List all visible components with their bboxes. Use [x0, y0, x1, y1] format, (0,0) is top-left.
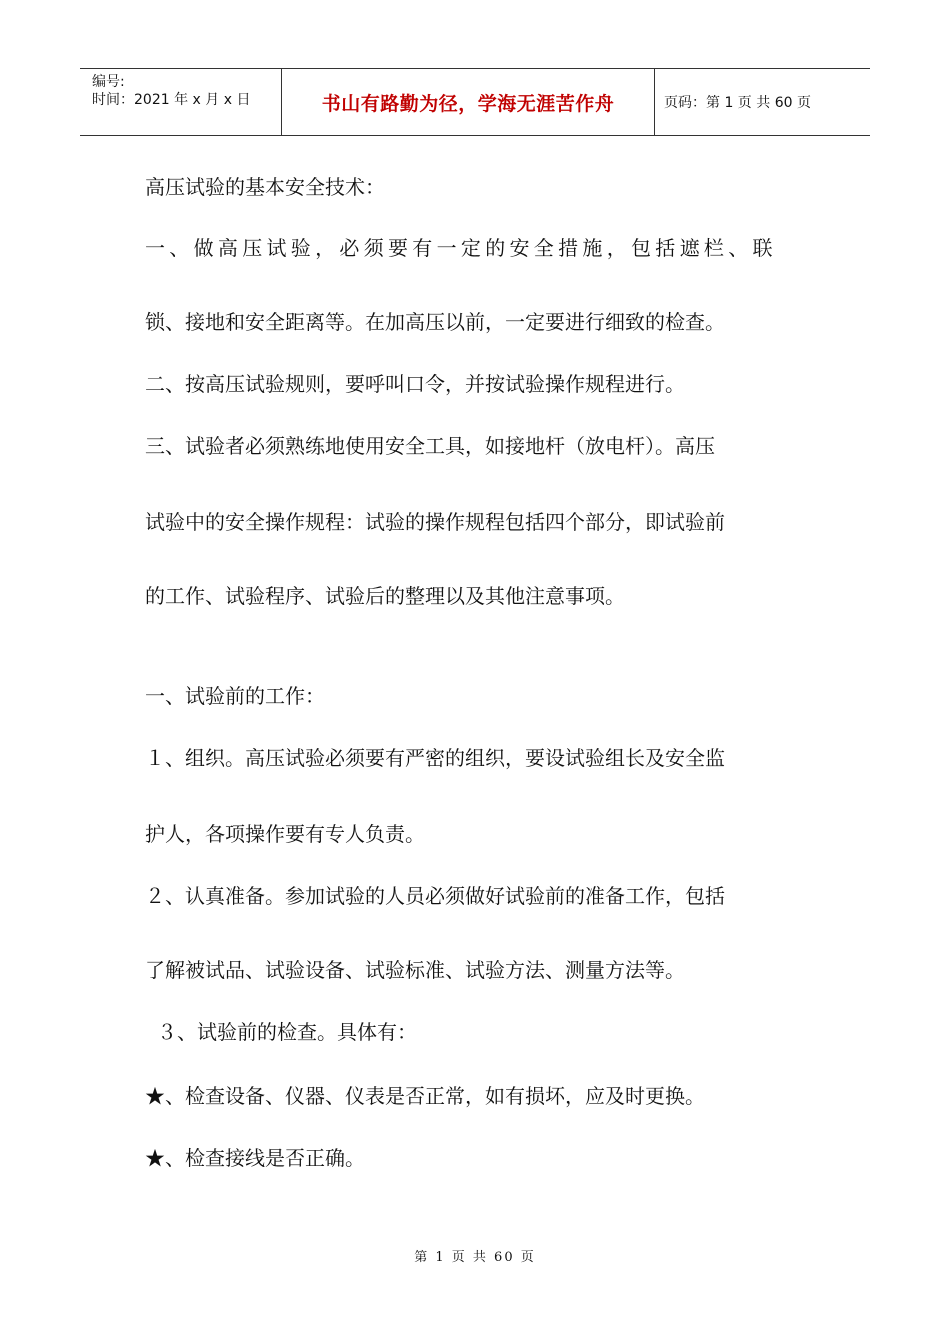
header-meta-cell — [80, 69, 282, 135]
header-page-info: 页码：第 1 页 共 60 页 — [664, 95, 811, 111]
item-3: ３、试验前的检查。具体有： — [157, 1020, 417, 1044]
number-label: 编号: — [92, 74, 125, 90]
paragraph-2: 二、按高压试验规则，要呼叫口令，并按试验操作规程进行。 — [145, 372, 685, 396]
item-1-line-1: １、组织。高压试验必须要有严密的组织，要设试验组长及安全监 — [145, 746, 725, 770]
item-2-line-2: 了解被试品、试验设备、试验标准、试验方法、测量方法等。 — [145, 958, 685, 982]
paragraph-1-line-2: 锁、接地和安全距离等。在加高压以前，一定要进行细致的检查。 — [145, 310, 725, 334]
paragraph-3-line-2: 试验中的安全操作规程：试验的操作规程包括四个部分，即试验前 — [145, 510, 725, 534]
paragraph-1-line-1: 一、做高压试验，必须要有一定的安全措施，包括遮栏、联 — [145, 236, 777, 260]
page-heading: 高压试验的基本安全技术： — [145, 175, 385, 199]
item-2-line-1: ２、认真准备。参加试验的人员必须做好试验前的准备工作，包括 — [145, 884, 725, 908]
time-label: 时间：2021 年 x 月 x 日 — [92, 92, 251, 108]
section-heading-1: 一、试验前的工作： — [145, 684, 325, 708]
star-item-1: ★、检查设备、仪器、仪表是否正常，如有损坏，应及时更换。 — [145, 1084, 705, 1108]
document-header — [80, 68, 870, 136]
paragraph-3-line-3: 的工作、试验程序、试验后的整理以及其他注意事项。 — [145, 584, 625, 608]
page-footer: 第 1 页 共 60 页 — [414, 1250, 536, 1265]
item-1-line-2: 护人，各项操作要有专人负责。 — [145, 822, 425, 846]
paragraph-3-line-1: 三、试验者必须熟练地使用安全工具，如接地杆（放电杆）。高压 — [145, 434, 715, 458]
star-item-2: ★、检查接线是否正确。 — [145, 1146, 365, 1170]
header-motto: 书山有路勤为径，学海无涯苦作舟 — [282, 69, 655, 135]
